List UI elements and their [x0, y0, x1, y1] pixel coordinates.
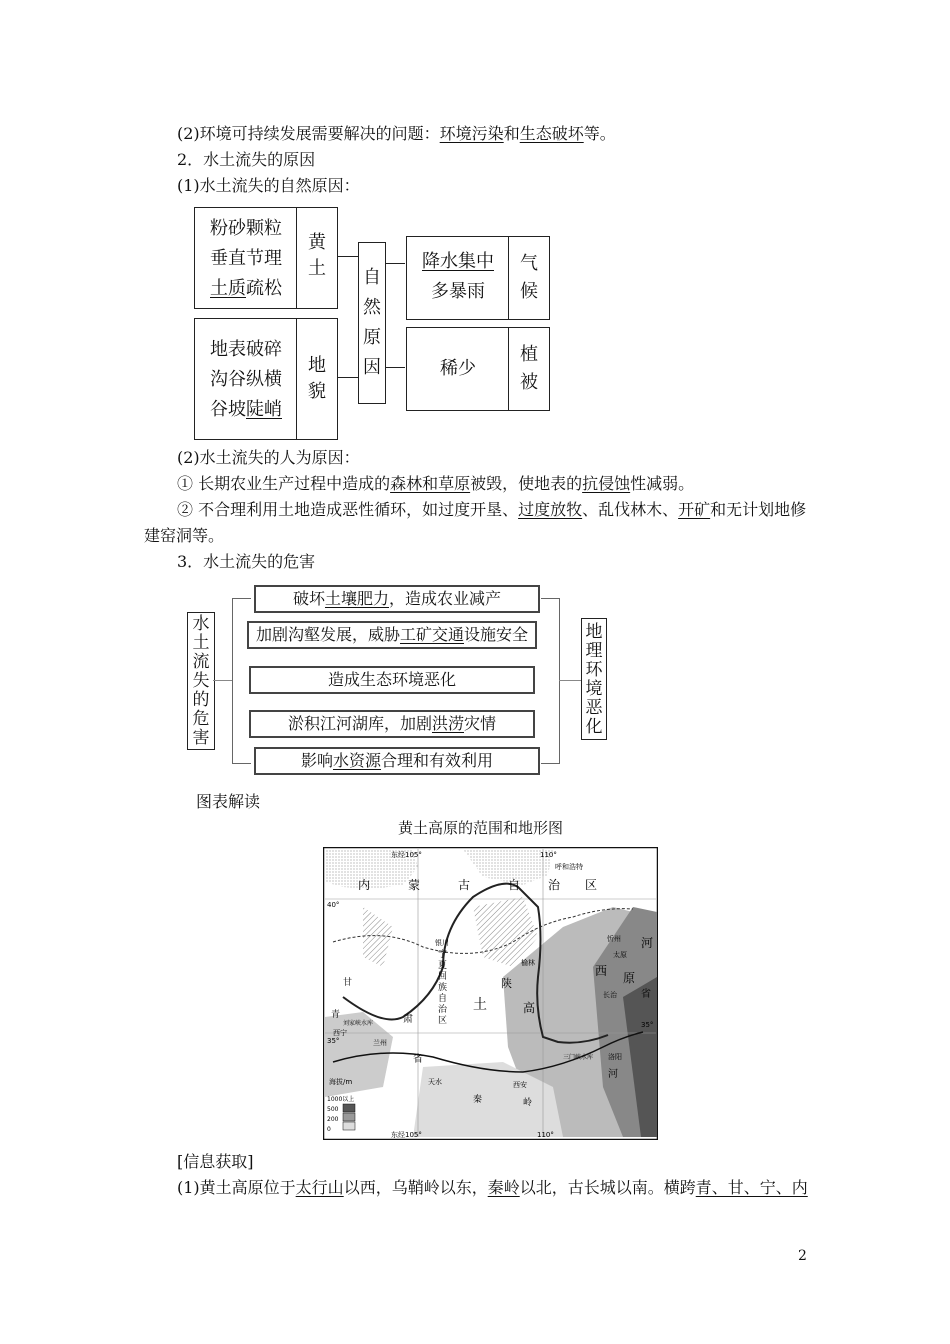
- answer-underlined: 土质: [210, 278, 246, 299]
- map-label-ningxia: 区: [438, 1016, 448, 1026]
- text: (1)黄土高原位于: [177, 1178, 296, 1197]
- label-char: 候: [520, 281, 538, 302]
- legend-swatch: [343, 1104, 355, 1112]
- text: 性减弱。: [630, 474, 695, 493]
- map-label-lat35: 35°: [327, 1037, 340, 1045]
- page-number: 2: [798, 1248, 807, 1264]
- map-label-hebei: 河: [641, 936, 654, 950]
- info-heading: [信息获取]: [177, 1152, 254, 1171]
- map-label-xining: 西宁: [333, 1029, 347, 1037]
- label-char: 植: [520, 344, 538, 365]
- label-char: 境: [585, 679, 603, 699]
- landform-features-box: [194, 318, 298, 440]
- map-label-shanxi-sheng: 省: [641, 989, 651, 1000]
- label-char: 的: [192, 690, 210, 710]
- map-label-yinchuan: 银川: [435, 939, 449, 947]
- label-char: 土: [192, 633, 210, 653]
- map-label-sanmenxia: 三门峡水库: [563, 1054, 594, 1061]
- map-label-neimeng: 内: [358, 878, 371, 892]
- landform-feature-3: [195, 395, 297, 425]
- map-label-gan: 甘: [343, 978, 353, 988]
- map-label-qin: 秦: [473, 1095, 483, 1105]
- landform-label-box: [296, 318, 338, 440]
- label-char: 地: [308, 355, 326, 376]
- map-title: 黄土高原的范围和地形图: [398, 819, 564, 837]
- answer-underlined: 降水集中: [422, 251, 494, 272]
- label-char: 自: [363, 267, 381, 288]
- hazards-right-label-box: [581, 618, 607, 740]
- text-line-1: [177, 123, 616, 145]
- text-line-human-2b: 建窑洞等。: [144, 526, 225, 545]
- loess-plateau-map: [323, 847, 658, 1140]
- legend-swatch: [343, 1113, 355, 1121]
- hazard-row-1: [254, 585, 540, 613]
- map-label-sheng: 省: [413, 1054, 423, 1065]
- vegetation-label-box: [508, 327, 550, 411]
- label-char: 黄: [308, 232, 326, 253]
- label-char: 气: [520, 253, 538, 274]
- loess-feature-2: 垂直节理: [210, 248, 282, 269]
- legend-label: 0: [327, 1126, 331, 1133]
- answer-underlined: 洪涝: [431, 714, 464, 733]
- map-label-neimeng: 区: [585, 878, 598, 892]
- map-label-lat40: 40°: [327, 901, 340, 909]
- text: 破坏: [292, 589, 325, 608]
- map-label-110: 110°: [540, 851, 557, 859]
- text: 谷坡: [210, 399, 246, 420]
- text: 加剧沟壑发展，威胁: [255, 625, 400, 644]
- map-label-yuan: 原: [623, 971, 636, 985]
- connector: [559, 680, 581, 681]
- landform-feature-2: 沟谷纵横: [210, 369, 282, 390]
- vegetation-features-box: [406, 327, 510, 411]
- answer-underlined: 抗侵蚀: [582, 474, 631, 493]
- connector: [337, 377, 358, 378]
- map-label-neimeng: 古: [458, 878, 471, 892]
- map-label-neimeng: 蒙: [408, 878, 421, 892]
- text: (2)环境可持续发展需要解决的问题：: [177, 124, 440, 143]
- label-char: 失: [192, 671, 210, 691]
- legend-label: 500: [327, 1106, 339, 1113]
- text: 造成生态环境恶化: [327, 670, 456, 689]
- text: 等。: [583, 124, 616, 143]
- map-label-shan: 陕: [501, 977, 512, 990]
- answer-underlined: 生态破坏: [519, 124, 584, 143]
- subsection-heading-2-2: (2)水土流失的人为原因：: [177, 448, 360, 467]
- connector: [385, 263, 405, 264]
- loess-label-box: [296, 207, 338, 309]
- text: ② 不合理利用土地造成恶性循环，如过度开垦、: [177, 500, 519, 519]
- label-char: 理: [585, 641, 603, 661]
- label-char: 原: [363, 327, 381, 348]
- map-label-neimeng: 治: [548, 878, 561, 892]
- label-char: 土: [308, 258, 326, 279]
- text: 疏松: [246, 278, 282, 299]
- loess-features-box: [194, 207, 298, 309]
- answer-underlined: 陡峭: [246, 399, 282, 420]
- answer-underlined: 开矿: [678, 500, 711, 519]
- hazard-row-2: [247, 621, 537, 649]
- text-line-human-1: [177, 473, 694, 495]
- legend-label: 1000以上: [327, 1096, 355, 1103]
- map-label-dongjing105b: 东经105°: [391, 1131, 422, 1139]
- label-char: 危: [192, 709, 210, 729]
- map-label-yulin: 榆林: [521, 959, 535, 967]
- label-char: 害: [192, 728, 210, 748]
- map-label-gao: 高: [523, 1001, 536, 1015]
- text: 和无计划地修: [710, 500, 807, 519]
- text: 影响: [300, 751, 333, 770]
- climate-feature-2: 多暴雨: [431, 281, 485, 302]
- connector: [213, 680, 232, 681]
- map-label-qing: 青: [331, 1010, 341, 1020]
- map-label-ningxia: 回: [438, 972, 448, 982]
- hazards-left-label-box: [187, 612, 215, 750]
- label-char: 化: [585, 717, 603, 737]
- text: 淤积江河湖库，加剧: [287, 714, 432, 733]
- answer-underlined: 环境污染: [439, 124, 504, 143]
- map-label-tu: 土: [473, 997, 487, 1013]
- text-line-human-2: [177, 499, 806, 521]
- hazard-row-4: [249, 710, 535, 738]
- map-label-xian: 西安: [513, 1081, 527, 1089]
- label-char: 被: [520, 372, 538, 393]
- text: 被毁，使地表的: [470, 474, 583, 493]
- loess-feature-3: [195, 274, 297, 304]
- connector: [337, 256, 358, 257]
- answer-underlined: 森林和草原: [390, 474, 471, 493]
- map-label-ningxia: 治: [438, 1005, 448, 1015]
- answer-underlined: 青、甘、宁、内: [695, 1178, 808, 1197]
- map-label-110b: 110°: [537, 1131, 554, 1139]
- legend-label: 200: [327, 1116, 339, 1123]
- text: 和: [503, 124, 520, 143]
- landform-feature-1: 地表破碎: [210, 339, 282, 360]
- text: 设施安全: [464, 625, 529, 644]
- text: 、乱伐林木、: [582, 500, 679, 519]
- hazard-row-3: [249, 666, 535, 694]
- connector: [385, 367, 405, 368]
- natural-causes-label-box: [358, 242, 386, 404]
- loess-feature-1: 粉砂颗粒: [210, 218, 282, 239]
- text: ，造成农业减产: [389, 589, 502, 608]
- text: 合理和有效利用: [381, 751, 494, 770]
- climate-features-box: [406, 236, 510, 320]
- map-label-huhehaote: 呼和浩特: [555, 863, 583, 871]
- answer-underlined: 工矿交通: [399, 625, 464, 644]
- legend-title: 海拔/m: [329, 1078, 353, 1086]
- answer-underlined: 秦岭: [487, 1178, 520, 1197]
- label-char: 因: [363, 357, 381, 378]
- map-label-taiyuan: 太原: [613, 951, 627, 959]
- answer-underlined: 土壤肥力: [324, 589, 389, 608]
- map-label-he: 河: [608, 1069, 618, 1080]
- map-label-ningxia: 夏: [438, 961, 448, 971]
- text: ① 长期农业生产过程中造成的: [177, 474, 391, 493]
- map-label-lanzhou: 兰州: [373, 1039, 387, 1047]
- map-label-ningxia: 宁: [438, 950, 448, 960]
- map-label-luoyang: 洛阳: [608, 1053, 622, 1061]
- section-heading-2: 2．水土流失的原因: [177, 150, 316, 169]
- map-label-ningxia: 自: [438, 994, 448, 1004]
- legend-swatch: [343, 1122, 355, 1130]
- map-label-ningxia: 族: [438, 983, 448, 993]
- info-line-1: [177, 1177, 808, 1199]
- label-char: 水: [192, 614, 210, 634]
- answer-underlined: 太行山: [295, 1178, 344, 1197]
- text: 以北，古长城以南。横跨: [519, 1178, 696, 1197]
- map-label-ling: 岭: [523, 1098, 533, 1108]
- label-char: 地: [585, 622, 603, 642]
- map-label-xinzhou: 忻州: [607, 935, 621, 943]
- map-label-tianshui: 天水: [428, 1078, 442, 1086]
- answer-underlined: 过度放牧: [518, 500, 583, 519]
- map-label-liujiaxia: 刘家峡水库: [343, 1020, 374, 1027]
- text: 以西，乌鞘岭以东，: [343, 1178, 488, 1197]
- label-char: 貌: [308, 381, 326, 402]
- hazard-row-5: [254, 747, 540, 775]
- climate-label-box: [508, 236, 550, 320]
- map-label-changzhi: 长治: [603, 991, 617, 999]
- chart-section-heading: 图表解读: [196, 792, 261, 811]
- map-label-lat35r: 35°: [641, 1021, 654, 1029]
- climate-feature-1: [407, 247, 509, 277]
- label-char: 然: [363, 297, 381, 318]
- text: 灾情: [464, 714, 497, 733]
- vegetation-feature: 稀少: [440, 358, 476, 379]
- map-label-su: 肃: [403, 1014, 413, 1025]
- right-bracket: [541, 598, 560, 764]
- map-label-dongjing105: 东经105°: [391, 851, 422, 859]
- map-label-xi: 西: [595, 964, 608, 978]
- subsection-heading-2-1: (1)水土流失的自然原因：: [177, 176, 360, 195]
- label-char: 环: [585, 660, 603, 680]
- map-label-neimeng: 自: [508, 878, 521, 892]
- section-heading-3: 3．水土流失的危害: [177, 552, 316, 571]
- label-char: 流: [192, 652, 210, 672]
- label-char: 恶: [585, 698, 603, 718]
- answer-underlined: 水资源: [332, 751, 381, 770]
